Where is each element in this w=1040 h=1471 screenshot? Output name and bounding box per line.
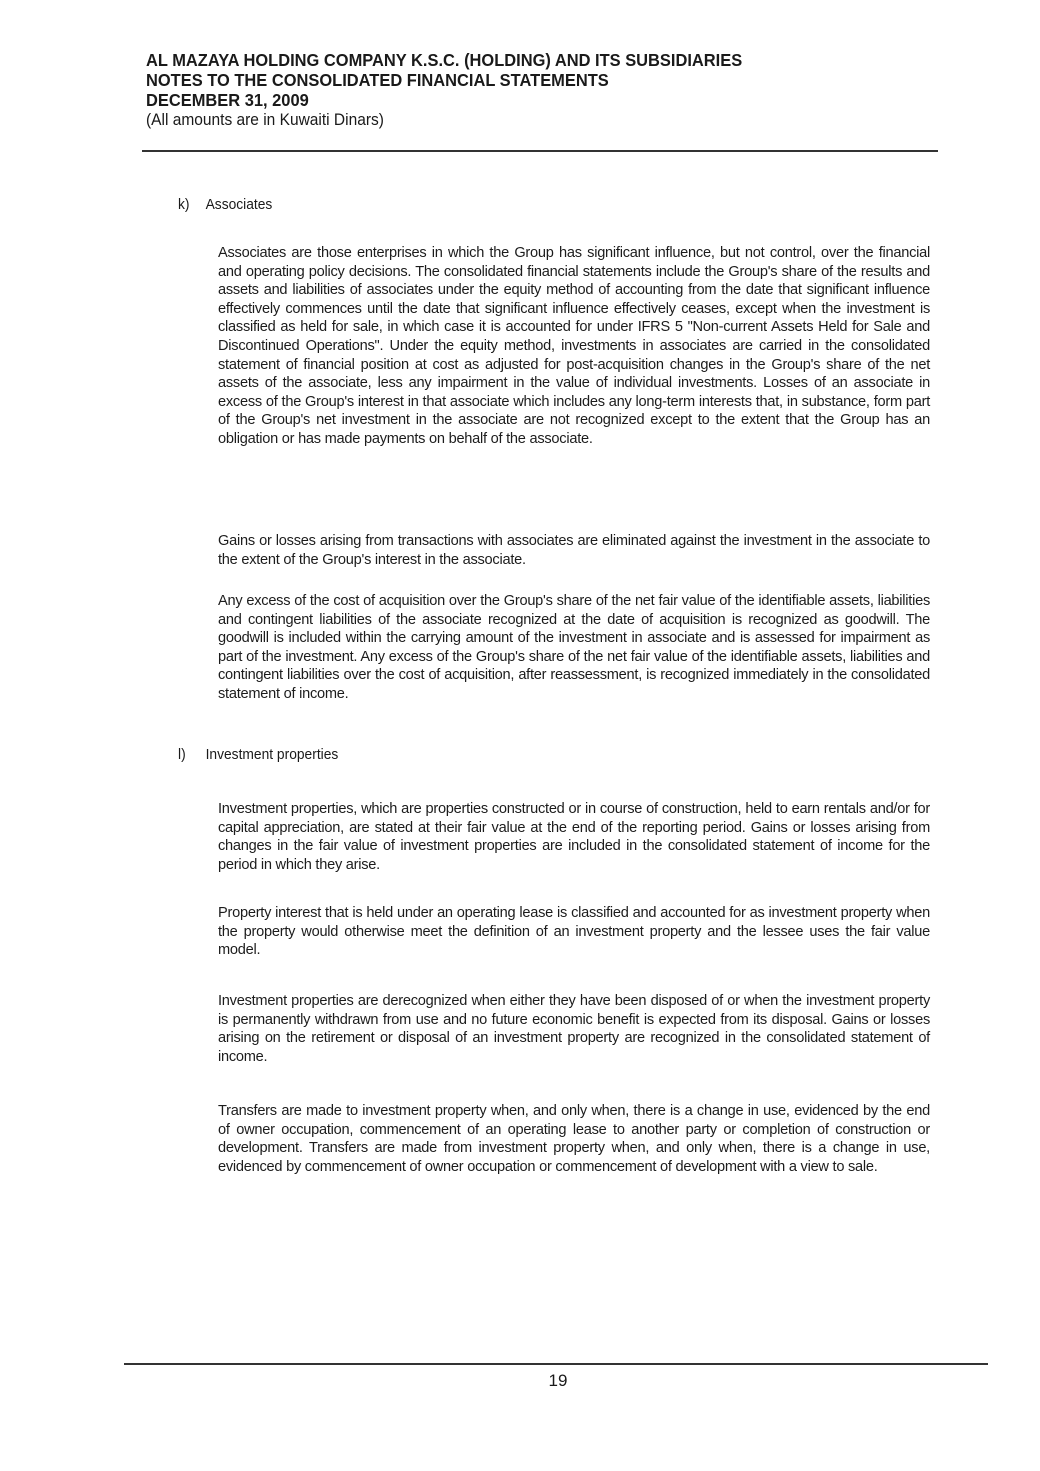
paragraph: Transfers are made to investment property when, and only when, there is a change in use, evidenced by the end of owner occupation, commencement of an operating lease to another party or completion of construction or development. Transfers are made from investment property when, and only when, there is a change in use, evidenced by commencement of owner occupation or commencement of development with a view to sale. — [218, 1103, 930, 1175]
currency-note: (All amounts are in Kuwaiti Dinars) — [146, 111, 384, 129]
associates-paragraph-1 — [178, 244, 934, 449]
investment-paragraph-1 — [178, 800, 934, 874]
document-header — [146, 50, 936, 130]
section-marker: l) — [178, 746, 186, 763]
associates-paragraph-2 — [178, 532, 934, 569]
paragraph: Associates are those enterprises in which the Group has significant influence, but not control, over the financial and operating policy decisions. The consolidated financial statements include the Group's share of the results and assets and liabilities of associates under the equity method of accounting from the date that significant influence effectively commences until the date that significant influence effectively ceases, except when the investment is classified as held for sale, in which case it is accounted for under IFRS 5 "Non-current Assets Held for Sale and Discontinued Operations". Under the equity method, investments in associates are carried in the consolidated statement of financial position at cost as adjusted for post-acquisition changes in the Group's share of the net assets of the associate, less any impairment in the value of individual investments. Losses of an associate in excess of the Group's interest in that associate which includes any long-term interests that, in substance, form part of the Group's net investment in the associate are not recognized except to the extent that the Group has an obligation or has made payments on behalf of the associate. — [218, 245, 930, 447]
company-name: AL MAZAYA HOLDING COMPANY K.S.C. (HOLDING) AND ITS SUBSIDIARIES — [146, 50, 743, 70]
paragraph: Property interest that is held under an operating lease is classified and accounted for as investment property when the property would otherwise meet the definition of an investment property and the lessee uses the fair value model. — [218, 905, 930, 959]
paragraph: Investment properties, which are properties constructed or in course of construction, held to earn rentals and/or for capital appreciation, are stated at their fair value at the end of the reporting period. Gains or losses arising from changes in the fair value of investment properties are included in the consolidated statement of income for the period in which they arise. — [218, 801, 930, 873]
document-title: NOTES TO THE CONSOLIDATED FINANCIAL STATEMENTS — [146, 70, 609, 90]
associates-paragraph-3 — [178, 592, 934, 704]
paragraph: Investment properties are derecognized when either they have been disposed of or when the investment property is permanently withdrawn from use and no future economic benefit is expected from its disposal. Gains or losses arising on the retirement or disposal of an investment property are recognized in the consolidated statement of income. — [218, 993, 930, 1065]
investment-paragraph-2 — [178, 904, 934, 960]
section-title: Associates — [205, 196, 273, 213]
statement-date: DECEMBER 31, 2009 — [146, 90, 309, 110]
page-number: 19 — [548, 1371, 568, 1390]
footer-divider — [124, 1363, 988, 1365]
investment-paragraph-3 — [178, 992, 934, 1066]
section-title: Investment properties — [205, 746, 339, 763]
investment-paragraph-4 — [178, 1102, 934, 1176]
section-heading — [178, 196, 874, 214]
paragraph: Gains or losses arising from transactions with associates are eliminated against the investment in the associate to the extent of the Group's interest in the associate. — [218, 533, 930, 568]
section-heading — [178, 746, 874, 764]
section-marker: k) — [178, 196, 190, 213]
section-investment-properties — [178, 746, 934, 764]
paragraph: Any excess of the cost of acquisition over the Group's share of the net fair value of the identifiable assets, liabilities and contingent liabilities of the associate recognized at the date of acquisition is recognized as goodwill. The goodwill is included within the carrying amount of the investment in associate and is assessed for impairment as part of the investment. Any excess of the Group's share of the net fair value of the identifiable assets, liabilities and contingent liabilities over the cost of acquisition, after reassessment, is recognized immediately in the consolidated statement of income. — [218, 593, 930, 702]
header-divider — [142, 150, 938, 152]
section-associates — [178, 196, 934, 214]
